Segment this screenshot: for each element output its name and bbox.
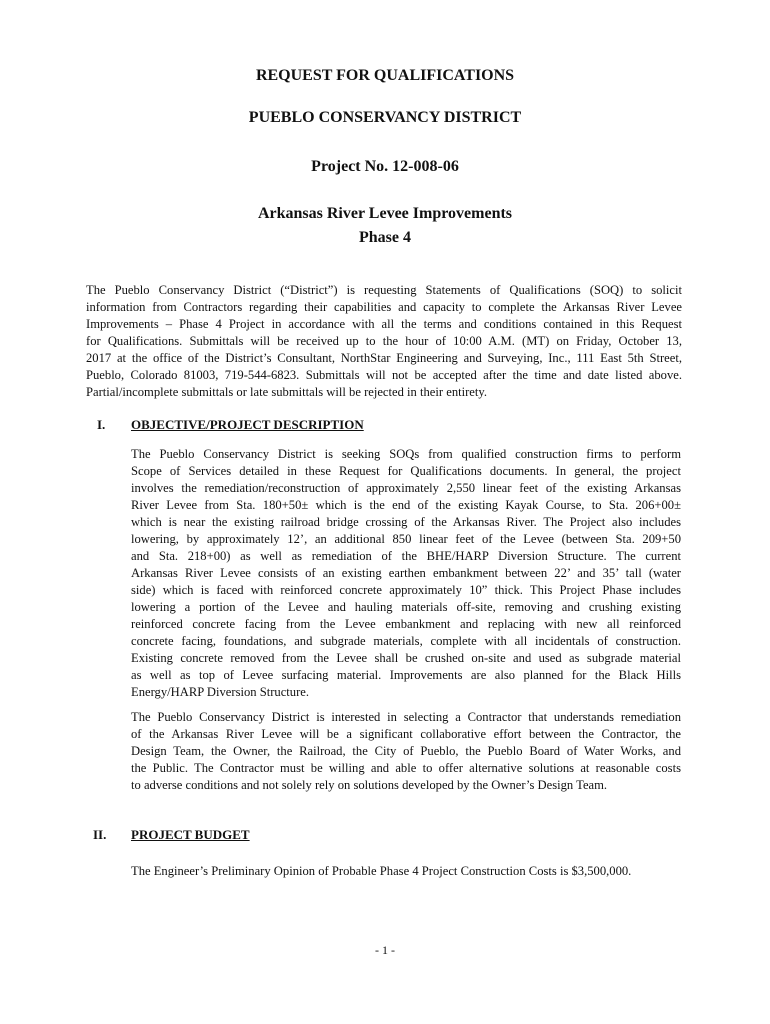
project-number: Project No. 12-008-06 bbox=[311, 158, 459, 175]
body-line: and Sta. 218+00) as well as remediation of the BHE/HARP Diversion Structure. The current bbox=[131, 549, 681, 563]
intro-line: Partial/incomplete submittals or late submittals will be rejected in their entirety. bbox=[86, 385, 488, 399]
body-line: Existing concrete removed from the Levee shall be crushed on-site and used as subgrade material bbox=[131, 651, 681, 665]
body-line: reinforced concrete facing from the Levee embankment and replacing with new all reinforced bbox=[131, 617, 681, 631]
section1-paragraph-1 bbox=[131, 446, 681, 701]
body-line: Arkansas River Levee consists of an existing earthen embankment between 22’ and 35’ tall (water bbox=[131, 566, 681, 580]
body-line: involves the remediation/reconstruction of approximately 2,550 linear feet of the existing Arkansas bbox=[131, 481, 681, 495]
section-title: PROJECT BUDGET bbox=[131, 827, 250, 842]
body-line: The Pueblo Conservancy District is interested in selecting a Contractor that understands remediation bbox=[131, 710, 681, 724]
body-line: The Pueblo Conservancy District is seeking SOQs from qualified construction firms to perform bbox=[131, 447, 681, 461]
intro-line: Improvements – Phase 4 Project in accordance with all the terms and conditions contained in this Request bbox=[86, 317, 682, 331]
section-title: OBJECTIVE/PROJECT DESCRIPTION bbox=[131, 417, 364, 432]
body-line: concrete facing, foundations, and subgrade materials, complete with all incidentals of construction. bbox=[131, 634, 681, 648]
intro-line: 2017 at the office of the District’s Consultant, NorthStar Engineering and Surveying, Inc., 111 East 5th Street, bbox=[86, 351, 682, 365]
page-number: - 1 - bbox=[375, 943, 395, 957]
body-line: Design Team, the Owner, the Railroad, the City of Pueblo, the Pueblo Board of Water Works, and bbox=[131, 744, 681, 758]
intro-paragraph bbox=[86, 282, 682, 401]
body-line: to adverse conditions and not solely rely on solutions developed by the Owner’s Design Team. bbox=[131, 778, 608, 792]
intro-line: Pueblo, Colorado 81003, 719-544-6823. Submittals will not be accepted after the time and date listed above. bbox=[86, 368, 682, 382]
intro-line: The Pueblo Conservancy District (“District”) is requesting Statements of Qualifications (SOQ) to solicit bbox=[86, 283, 682, 297]
body-line: which is near the existing railroad bridge crossing of the Arkansas River. The Project also includes bbox=[131, 515, 681, 529]
body-line: of the Arkansas River Levee will be a significant collaborative effort between the Contractor, the bbox=[131, 727, 681, 741]
section-number: I. bbox=[97, 417, 106, 432]
body-line: side) which is faced with reinforced concrete approximately 10” thick. This Project Phase includes bbox=[131, 583, 681, 597]
body-line: lowering, by approximately 12’, an additional 850 linear feet of the Levee (between Sta. 209+50 bbox=[131, 532, 681, 546]
doc-title: REQUEST FOR QUALIFICATIONS bbox=[255, 67, 515, 84]
org-name: PUEBLO CONSERVANCY DISTRICT bbox=[248, 109, 522, 126]
body-line: lowering a portion of the Levee and hauling materials off-site, removing and crushing existing bbox=[131, 600, 681, 614]
intro-line: information from Contractors regarding their capabilities and capacity to complete the Arkansas River Levee bbox=[86, 300, 682, 314]
section1-paragraph-2 bbox=[131, 709, 681, 794]
body-line: as well as top of Levee surfacing material. Improvements are also planned for the Black Hills bbox=[131, 668, 681, 682]
section2-paragraph-1 bbox=[131, 863, 691, 880]
body-line: the Public. The Contractor must be willing and able to offer alternative solutions at reasonable costs bbox=[131, 761, 681, 775]
section-number: II. bbox=[93, 827, 107, 842]
body-line: River Levee from Sta. 180+50± which is the end of the existing Kayak Course, to Sta. 206+00± bbox=[131, 498, 681, 512]
project-phase: Phase 4 bbox=[359, 229, 411, 246]
body-line: Energy/HARP Diversion Structure. bbox=[131, 685, 310, 699]
body-line: Scope of Services detailed in these Request for Qualifications documents. In general, the project bbox=[131, 464, 681, 478]
intro-line: for Qualifications. Submittals will be received up to the hour of 10:00 A.M. (MT) on Friday, October 13, bbox=[86, 334, 682, 348]
body-line: The Engineer’s Preliminary Opinion of Probable Phase 4 Project Construction Costs is $3,500,000. bbox=[131, 864, 632, 878]
project-name: Arkansas River Levee Improvements bbox=[257, 205, 513, 222]
